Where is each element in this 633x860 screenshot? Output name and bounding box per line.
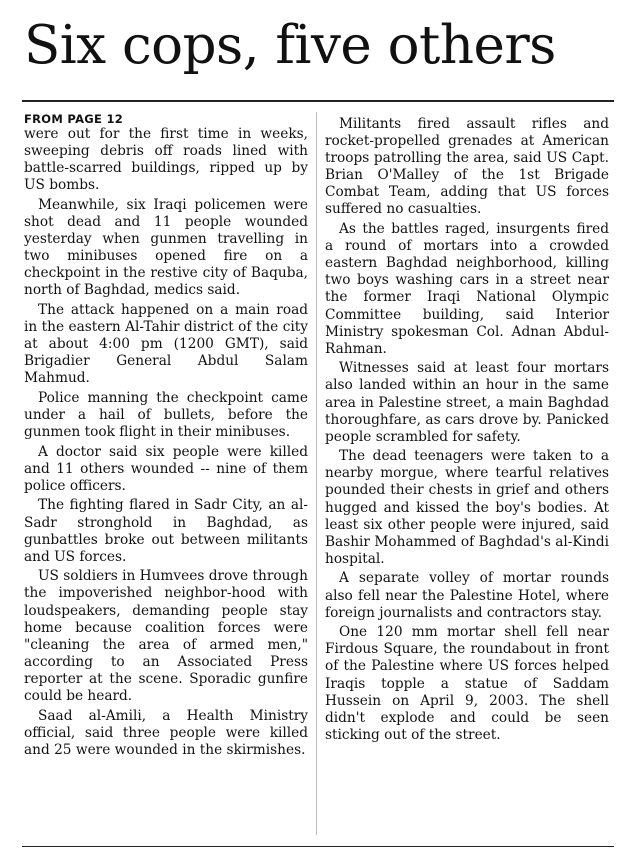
paragraph: Witnesses said at least four mortars also landed within an hour in the same area in Palestine street, a main Baghdad thoroughfare, as cars drove by. Panicked people scrambled for safety.	[325, 360, 609, 445]
right-column	[325, 116, 609, 746]
bottom-rule	[22, 846, 614, 847]
top-rule	[22, 100, 614, 102]
paragraph: Militants fired assault rifles and rocket-propelled grenades at American troops patrolling the area, said US Capt. Brian O'Malley of the 1st Brigade Combat Team, adding that US forces suffered no casualties.	[325, 116, 609, 218]
paragraph: The fighting flared in Sadr City, an al-Sadr stronghold in Baghdad, as gunbattles broke out between militants and US forces.	[24, 497, 308, 565]
paragraph: A separate volley of mortar rounds also fell near the Palestine Hotel, where foreign journalists and contractors stay.	[325, 570, 609, 621]
paragraph: The attack happened on a main road in the eastern Al-Tahir district of the city at about 4:00 pm (1200 GMT), said Brigadier General Abdul Salam Mahmud.	[24, 301, 308, 387]
column-divider	[316, 112, 317, 835]
paragraph: One 120 mm mortar shell fell near Firdous Square, the roundabout in front of the Palestine where US forces helped Iraqis topple a statue of Saddam Hussein on April 9, 2003. The shell didn't explode and could be seen sticking out of the street.	[325, 624, 609, 743]
paragraph: A doctor said six people were killed and 11 others wounded -- nine of them police officers.	[24, 443, 308, 494]
continuation-kicker: FROM PAGE 12	[24, 112, 124, 126]
paragraph: Meanwhile, six Iraqi policemen were shot dead and 11 people wounded yesterday when gunmen travelling in two minibuses opened fire on a checkpoint in the restive city of Baquba, north of Baghdad, medics said.	[24, 196, 308, 299]
paragraph: US soldiers in Humvees drove through the impoverished neighbor-hood with loudspeakers, demanding people stay home because coalition forces were "cleaning the area of armed men," according to an Associated Press reporter at the scene. Sporadic gunfire could be heard.	[24, 568, 308, 704]
paragraph: The dead teenagers were taken to a nearby morgue, where tearful relatives pounded their chests in grief and others hugged and kissed the boy's bodies. At least six other people were injured, said Bashir Mohammed of Baghdad's al-Kindi hospital.	[325, 448, 609, 567]
paragraph: Saad al-Amili, a Health Ministry official, said three people were killed and 25 were wounded in the skirmishes.	[24, 707, 308, 758]
left-column	[24, 112, 308, 761]
paragraph: As the battles raged, insurgents fired a round of mortars into a crowded eastern Baghdad neighborhood, killing two boys washing cars in a street near the former Iraqi National Olympic Committee building, said Interior Ministry spokesman Col. Adnan Abdul-Rahman.	[325, 221, 609, 357]
headline: Six cops, five others	[24, 15, 556, 76]
paragraph: were out for the first time in weeks, sweeping debris off roads lined with battle-scarred buildings, ripped up by US bombs.	[24, 126, 308, 194]
paragraph: Police manning the checkpoint came under a hail of bullets, before the gunmen took flight in their minibuses.	[24, 389, 308, 441]
